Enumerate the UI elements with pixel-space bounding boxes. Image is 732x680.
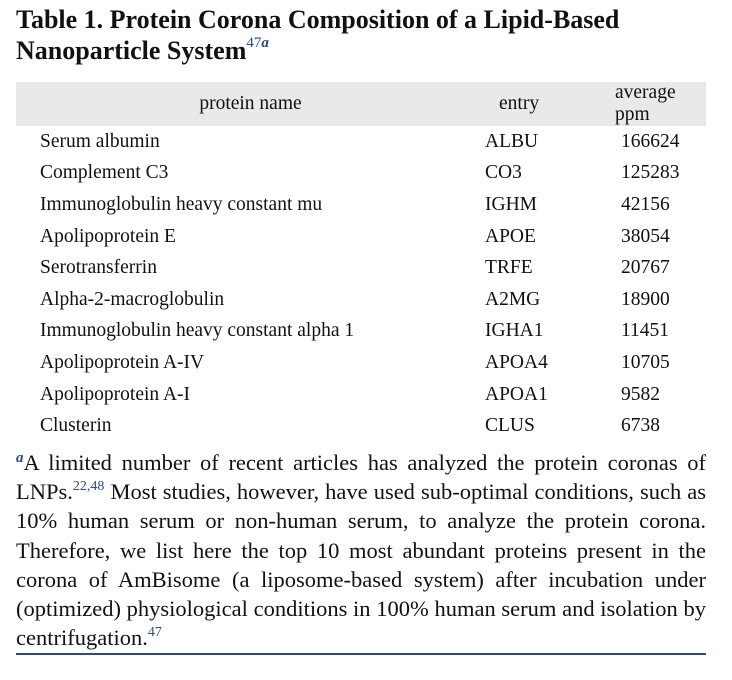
- cell-protein-name: Alpha-2-macroglobulin: [40, 288, 225, 310]
- title-reference-number[interactable]: 47: [246, 35, 262, 51]
- cell-protein-name: Immunoglobulin heavy constant alpha 1: [40, 320, 355, 342]
- table-footnote: [16, 448, 706, 652]
- cell-entry: IGHA1: [485, 320, 544, 342]
- header-average-ppm: average ppm: [615, 82, 676, 125]
- cell-entry: IGHM: [485, 193, 537, 215]
- cell-average-ppm: 9582: [621, 383, 660, 405]
- cell-average-ppm: 125283: [621, 162, 680, 184]
- cell-protein-name: Apolipoprotein A-I: [40, 383, 191, 405]
- cell-average-ppm: 18900: [621, 288, 670, 310]
- table-document: [16, 0, 706, 652]
- footnote-text-part1: A limited number of recent articles has analyzed the protein coronas of LNPs.: [16, 449, 706, 505]
- cell-protein-name: Serotransferrin: [40, 257, 157, 279]
- cell-entry: CLUS: [485, 415, 535, 437]
- table-title-text: Table 1. Protein Corona Composition of a Lipid-Based Nanoparticle System: [16, 5, 620, 65]
- cell-entry: A2MG: [485, 288, 541, 310]
- footnote-text-part2: Most studies, however, have used sub-optimal conditions, such as 10% human serum or non-human serum, to analyze the protein corona. Therefore, we list here the top 10 most abundant proteins present in the corona of AmBisome (a liposome-based system) after incubation under (optimized) physiological conditions in 100% human serum and isolation by centrifugation.: [16, 479, 706, 651]
- cell-entry: ALBU: [485, 130, 539, 152]
- footnote-reference-1[interactable]: 22,48: [72, 479, 105, 495]
- header-entry: entry: [499, 93, 540, 114]
- cell-average-ppm: 42156: [621, 193, 670, 215]
- cell-entry: APOA4: [485, 351, 548, 373]
- table-row: [16, 379, 706, 411]
- table-row: [16, 189, 706, 221]
- cell-average-ppm: 11451: [621, 320, 670, 342]
- table-body: [16, 126, 706, 442]
- table-row: [16, 347, 706, 379]
- title-reference[interactable]: [246, 35, 269, 51]
- protein-table: [16, 82, 706, 442]
- cell-protein-name: Apolipoprotein A-IV: [40, 351, 205, 373]
- cell-average-ppm: 10705: [621, 351, 670, 373]
- cell-protein-name: Complement C3: [40, 162, 169, 184]
- table-row: [16, 158, 706, 190]
- cell-average-ppm: 20767: [621, 257, 670, 279]
- protein-table-container: [16, 82, 706, 442]
- cell-entry: APOE: [485, 225, 536, 247]
- cell-average-ppm: 166624: [621, 130, 680, 152]
- table-bottom-rule: [16, 653, 706, 655]
- title-footnote-letter[interactable]: a: [261, 35, 269, 51]
- header-row: [16, 82, 706, 126]
- table-row: [16, 316, 706, 348]
- footnote-reference-2[interactable]: 47: [147, 625, 162, 641]
- cell-protein-name: Clusterin: [40, 415, 112, 437]
- cell-protein-name: Immunoglobulin heavy constant mu: [40, 193, 323, 215]
- cell-entry: CO3: [485, 162, 522, 184]
- cell-protein-name: Serum albumin: [40, 130, 160, 152]
- cell-entry: TRFE: [485, 257, 533, 279]
- table-row: [16, 126, 706, 158]
- table-row: [16, 252, 706, 284]
- table-title: [16, 0, 706, 66]
- cell-protein-name: Apolipoprotein E: [40, 225, 176, 247]
- table-row: [16, 410, 706, 442]
- header-protein-name: protein name: [199, 93, 302, 114]
- cell-average-ppm: 38054: [621, 225, 670, 247]
- cell-entry: APOA1: [485, 383, 548, 405]
- table-row: [16, 284, 706, 316]
- table-row: [16, 221, 706, 253]
- footnote-mark: a: [16, 449, 24, 466]
- cell-average-ppm: 6738: [621, 415, 660, 437]
- table-header: [16, 82, 706, 126]
